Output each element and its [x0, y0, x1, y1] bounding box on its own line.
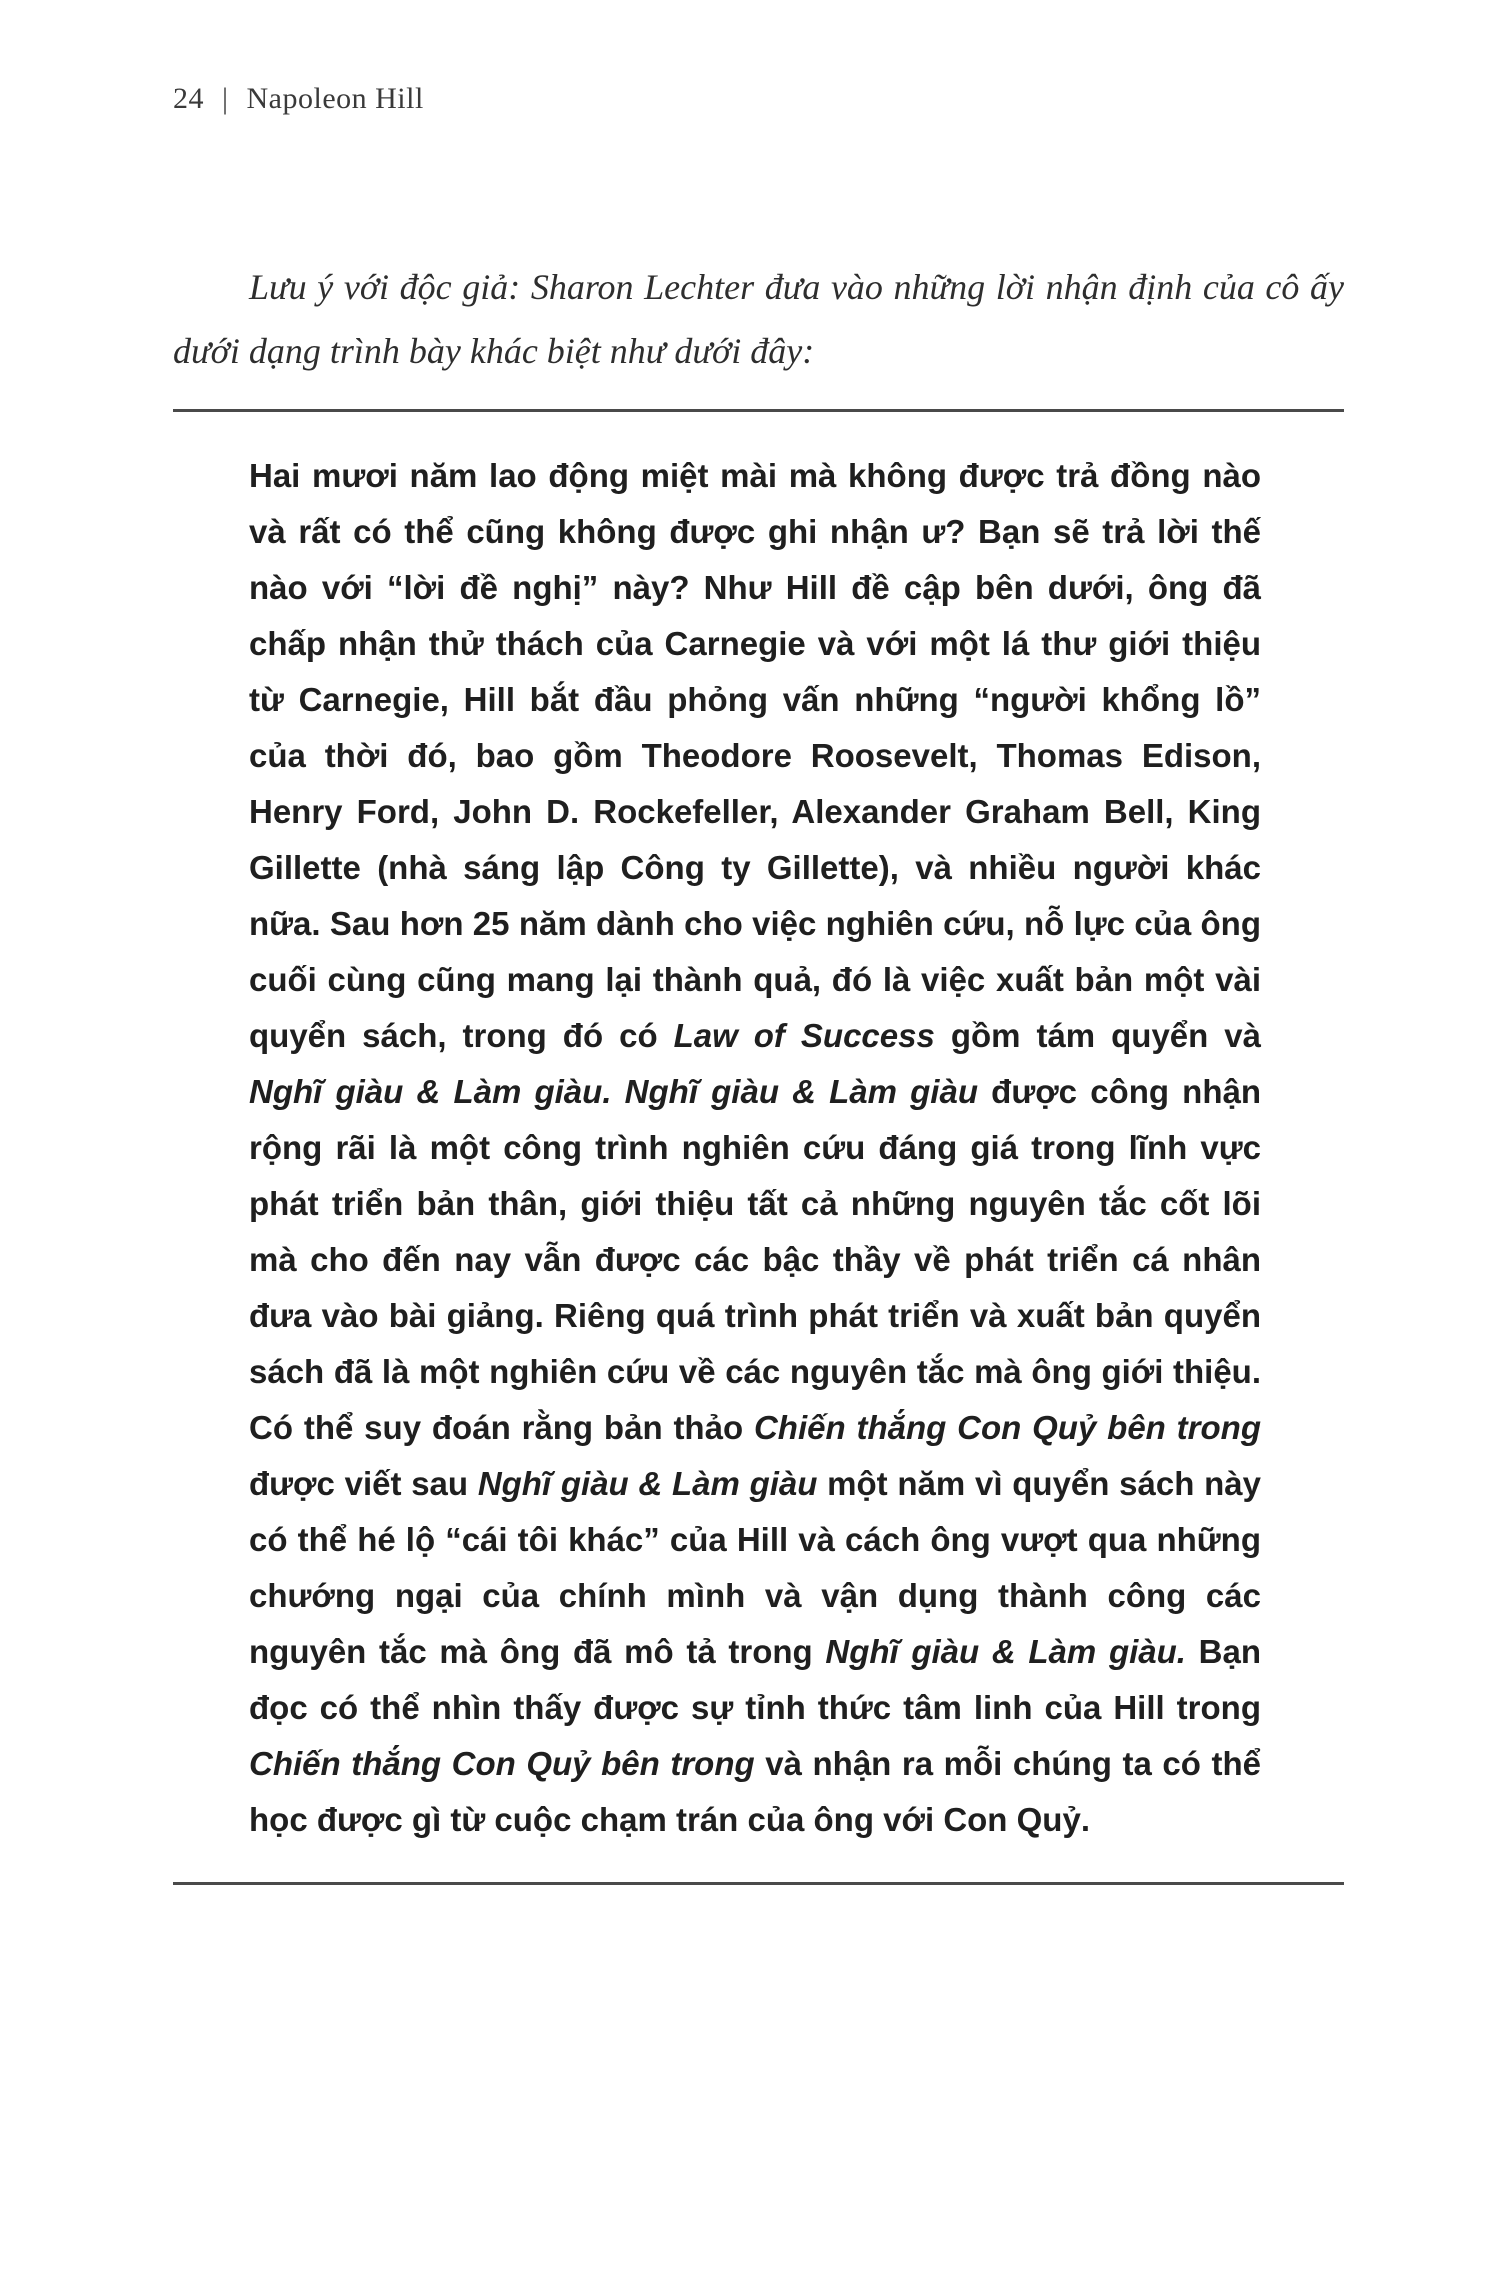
text-run: được công nhận rộng rãi là một công trình nghiên cứu đáng giá trong lĩnh vực phát triển bản thân, giới thiệu tất cả những nguyên tắc cốt lõi mà cho đến nay vẫn được các bậc thầy về phát triển cá nhân đưa vào bài giảng. Riêng quá trình phát triển và xuất bản quyển sách đã là một nghiên cứu về các nguyên tắc mà ông giới thiệu. Có thể suy đoán rằng bản thảo — [249, 1073, 1262, 1446]
italic-text-run: Law of Success — [673, 1017, 935, 1054]
author-note-intro: Lưu ý với độc giả: Sharon Lechter đưa vào những lời nhận định của cô ấy dưới dạng trình bày khác biệt như dưới đây: — [173, 267, 1344, 371]
running-head — [173, 82, 424, 116]
text-run: và nhận ra mỗi chúng ta có thể học được gì từ cuộc chạm trán của ông với Con Quỷ. — [249, 1745, 1261, 1838]
page-content — [0, 255, 1499, 1885]
text-run — [612, 1073, 625, 1110]
text-run: gồm tám quyển và — [934, 1017, 1261, 1054]
italic-text-run: Nghĩ giàu & Làm giàu. — [825, 1633, 1186, 1670]
text-run: Hai mươi năm lao động miệt mài mà không được trả đồng nào và rất có thể cũng không được ghi nhận ư? Bạn sẽ trả lời thế nào với “lời đề nghị” này? Như Hill đề cập bên dưới, ông đã chấp nhận thử thách của Carnegie và với một lá thư giới thiệu từ Carnegie, Hill bắt đầu phỏng vấn những “người khổng lồ” của thời đó, bao gồm Theodore Roosevelt, Thomas Edison, Henry Ford, John D. Rockefeller, Alexander Graham Bell, King Gillette (nhà sáng lập Công ty Gillette), và nhiều người khác nữa. Sau hơn 25 năm dành cho việc nghiên cứu, nỗ lực của ông cuối cùng cũng mang lại thành quả, đó là việc xuất bản một vài quyển sách, trong đó có — [249, 457, 1261, 1054]
italic-text-run: Chiến thắng Con Quỷ bên trong — [249, 1745, 755, 1782]
italic-text-run: Nghĩ giàu & Làm giàu — [624, 1073, 978, 1110]
italic-text-run: Nghĩ giàu & Làm giàu — [477, 1465, 818, 1502]
italic-text-run: Chiến thắng Con Quỷ bên trong — [753, 1409, 1261, 1446]
page-number: 24 — [173, 82, 204, 115]
text-run: được viết sau — [249, 1465, 478, 1502]
sharon-lechter-note — [249, 448, 1261, 1848]
divider-top — [173, 409, 1344, 412]
running-head-title: Napoleon Hill — [246, 82, 424, 115]
italic-text-run: Nghĩ giàu & Làm giàu. — [249, 1073, 612, 1110]
divider-bottom — [173, 1882, 1344, 1885]
header-separator: | — [222, 82, 229, 115]
text-run: một năm vì quyển sách này có thể hé lộ “cái tôi khác” của Hill và cách ông vượt qua những chướng ngại của chính mình và vận dụng thành công các nguyên tắc mà ông đã mô tả trong — [249, 1465, 1261, 1670]
text-run: Bạn đọc có thể nhìn thấy được sự tỉnh thức tâm linh của Hill trong — [249, 1633, 1261, 1726]
